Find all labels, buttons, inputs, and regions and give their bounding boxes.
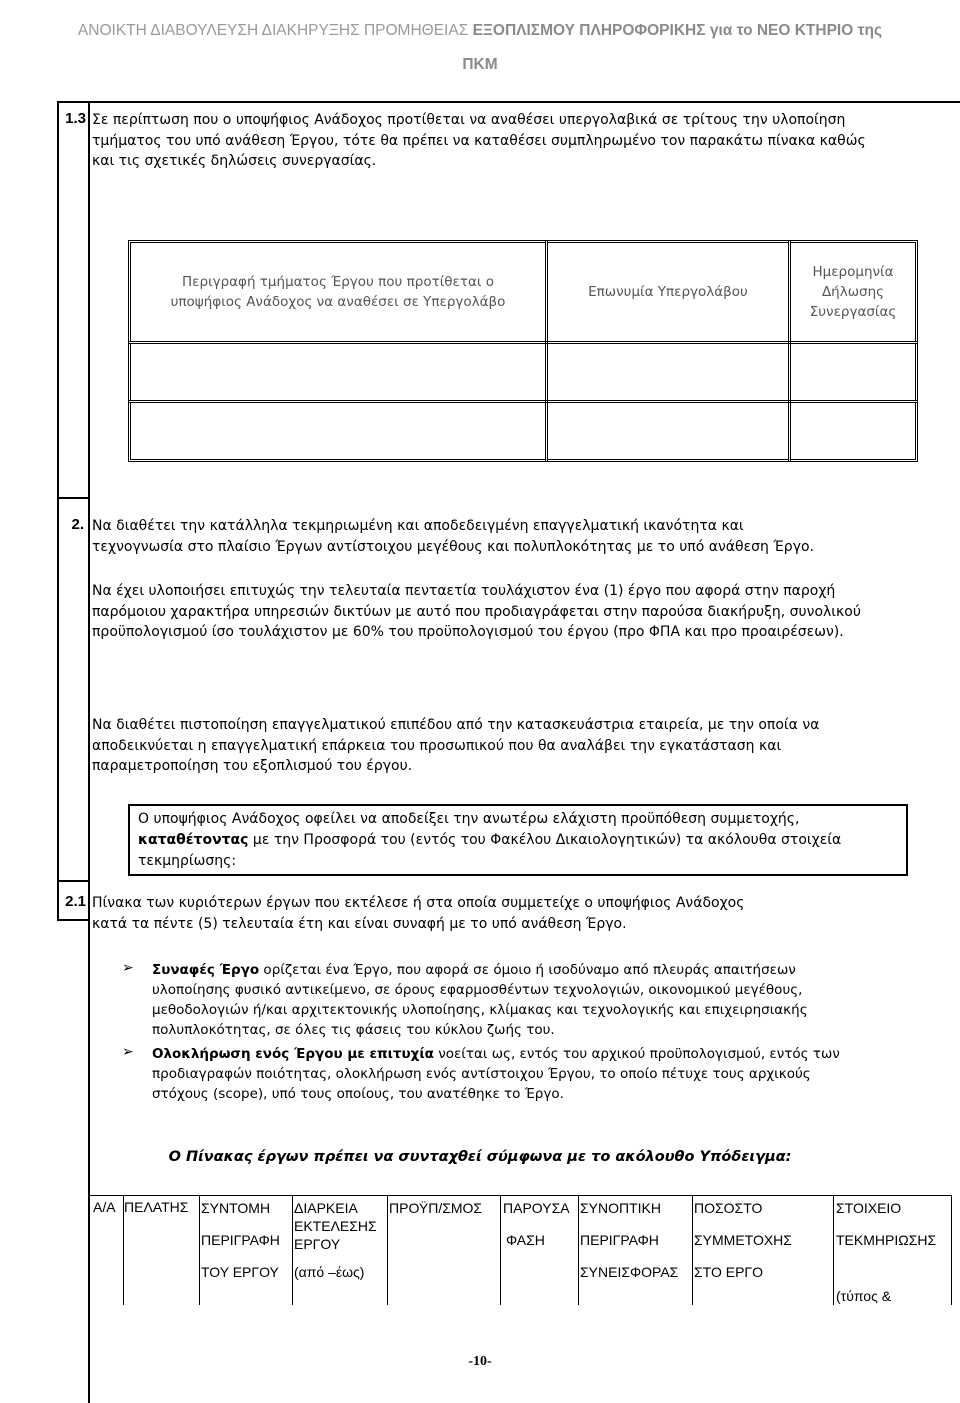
section-2-p2-line: Να έχει υλοποιήσει επιτυχώς την τελευταία πενταετία τουλάχιστον ένα (1) έργο που αφορά στην παροχή	[92, 583, 836, 599]
projects-table-col-border	[578, 1195, 579, 1305]
frame-left-line	[57, 101, 59, 881]
projects-col-header-line: ΦΑΣΗ	[506, 1232, 545, 1248]
bullet1-bold: Συναφές Έργο	[152, 962, 260, 978]
projects-table-col-border	[692, 1195, 693, 1305]
projects-table-col-border	[951, 1195, 952, 1305]
projects-col-header-line: ΠΕΡΙΓΡΑΦΗ	[580, 1232, 659, 1248]
bullet1-line1	[152, 960, 952, 980]
projects-table-col-border	[199, 1195, 200, 1305]
section-2-paragraph-2	[92, 581, 958, 643]
bullet2-bold: Ολοκλήρωση ενός Έργου με επιτυχία	[152, 1046, 434, 1062]
projects-table-col-border	[89, 1195, 90, 1305]
section-2-p2-line: παρόμοιου χαρακτήρα υπηρεσιών δικτύων με αυτό που προδιαγράφεται στην παρούσα διακήρυξη, συνολικού	[92, 603, 861, 620]
subcontract-cell-date-2[interactable]	[788, 400, 918, 462]
section-2-p1-line: τεχνογνωσία στο πλαίσιο Έργων αντίστοιχου μεγέθους και πολυπλοκότητας με το υπό ανάθεση Έργο.	[92, 538, 814, 555]
projects-col-evidence	[836, 1199, 936, 1305]
arrow-bullet-icon: ➢	[122, 960, 134, 976]
bullet1-line: πολυπλοκότητας, σε όλες τις φάσεις του κύκλου ζωής του.	[152, 1022, 555, 1038]
projects-col-header-line: ΣΤΟ ΕΡΓΟ	[694, 1264, 764, 1280]
projects-col-header-line: ΔΙΑΡΚΕΙΑ	[294, 1200, 358, 1216]
projects-table-col-border	[500, 1195, 501, 1305]
projects-col-contribution	[580, 1199, 678, 1281]
section-number-1-3: 1.3	[65, 110, 86, 127]
header-line2-bold: ΠΚΜ	[462, 56, 498, 73]
frame-row-divider-2	[57, 880, 89, 882]
bullet2-line1-rest: νοείται ως, εντός του αρχικού προϋπολογισμού, εντός των	[433, 1046, 840, 1062]
projects-col-header-line: ΣΥΝΕΙΣΦΟΡΑΣ	[580, 1264, 679, 1280]
projects-col-header-line: ΠΕΡΙΓΡΑΦΗ	[201, 1232, 280, 1248]
projects-col-description	[201, 1199, 280, 1281]
evidence-box-bold-word: καταθέτοντας	[138, 832, 249, 848]
bullet-related-project	[152, 960, 952, 1040]
evidence-requirement-box	[128, 804, 908, 876]
projects-table-col-border	[833, 1195, 834, 1305]
subcontract-cell-description-2[interactable]	[128, 400, 548, 462]
section-2-1-text	[92, 893, 958, 934]
evidence-box-line2	[138, 830, 906, 851]
bullet2-line: προδιαγραφών ποιότητας, ολοκλήρωση ενός αντίστοιχου Έργου, το οποίο πέτυχε τους αρχικούς	[152, 1066, 811, 1082]
arrow-bullet-icon: ➢	[122, 1044, 134, 1060]
bullet1-line: μεθοδολογιών ή/και αρχιτεκτονικής υλοποίησης, κλίμακας και τεχνολογικής και επιχειρησιακής	[152, 1002, 808, 1018]
projects-col-header-line: ΣΥΝΟΠΤΙΚΗ	[580, 1200, 661, 1216]
projects-col-header-line: ΕΡΓΟΥ	[294, 1236, 341, 1252]
projects-col-aa	[93, 1199, 116, 1215]
projects-col-share	[694, 1199, 792, 1281]
projects-col-header-line: ΣΥΝΤΟΜΗ	[201, 1200, 271, 1216]
projects-col-phase	[503, 1199, 570, 1249]
section-2-paragraph-3	[92, 715, 958, 777]
evidence-box-line3: τεκμηρίωσης:	[138, 853, 237, 869]
evidence-box-line2-rest: με την Προσφορά του (εντός του Φακέλου Δικαιολογητικών) τα ακόλουθα στοιχεία	[248, 832, 842, 848]
projects-col-header-line: ΤΕΚΜΗΡΙΩΣΗΣ	[836, 1232, 937, 1248]
subcontract-header-name: Επωνυμία Υπεργολάβου	[545, 240, 791, 344]
evidence-box-line1: Ο υποψήφιος Ανάδοχος οφείλει να αποδείξει την ανωτέρω ελάχιστη προϋπόθεση συμμετοχής,	[138, 811, 800, 827]
projects-col-header-line: ΠΟΣΟΣΤΟ	[694, 1200, 763, 1216]
subcontract-cell-date-1[interactable]	[788, 341, 918, 403]
frame-row-divider-3	[57, 919, 89, 921]
projects-table-top-border	[89, 1195, 951, 1196]
projects-col-header-line: ΠΑΡΟΥΣΑ	[503, 1200, 570, 1216]
projects-col-header-line: Α/Α	[93, 1199, 116, 1215]
header-line1-plain: ΑΝΟΙΚΤΗ ΔΙΑΒΟΥΛΕΥΣΗ ΔΙΑΚΗΡΥΞΗΣ ΠΡΟΜΗΘΕΙΑΣ	[77, 22, 473, 39]
section-2-p2-line: προϋπολογισμού ίσο τουλάχιστον με 60% του προϋπολογισμού του έργου (προ ΦΠΑ και προ προαιρέσεων).	[92, 624, 844, 640]
section-2-p3-line: αποδεικνύεται η επαγγελματική επάρκεια του προσωπικού που θα αναλάβει την εγκατάσταση και	[92, 737, 782, 754]
bullet1-line: υλοποίησης φυσικό αντικείμενο, σε όρους εφαρμοσθέντων τεχνολογιών, οικονομικού μεγέθους,	[152, 982, 803, 998]
section-2-paragraph-1	[92, 516, 958, 557]
projects-table-col-border	[292, 1195, 293, 1305]
subcontract-header-description: Περιγραφή τμήματος Έργου που προτίθεται ο υποψήφιος Ανάδοχος να αναθέσει σε Υπεργολάβο	[128, 240, 548, 344]
bullet2-line1	[152, 1044, 952, 1064]
template-title: Ο Πίνακας έργων πρέπει να συνταχθεί σύμφωνα με το ακόλουθο Υπόδειγμα:	[168, 1149, 792, 1165]
subcontract-cell-name-2[interactable]	[545, 400, 791, 462]
subcontract-cell-description-1[interactable]	[128, 341, 548, 403]
section-2-p1-line: Να διαθέτει την κατάλληλα τεκμηριωμένη και αποδεδειγμένη επαγγελματική ικανότητα και	[92, 518, 744, 534]
bullet1-line1-rest: ορίζεται ένα Έργο, που αφορά σε όμοιο ή ισοδύναμο από πλευράς απαιτήσεων	[259, 962, 796, 978]
projects-col-header-line: ΣΤΟΙΧΕΙΟ	[836, 1200, 902, 1216]
section-2-1-line: Πίνακα των κυριότερων έργων που εκτέλεσε ή στα οποία συμμετείχε ο υποψήφιος Ανάδοχος	[92, 895, 745, 911]
projects-table-col-border	[387, 1195, 388, 1305]
section-2-p3-line: Να διαθέτει πιστοποίηση επαγγελματικού επιπέδου από την κατασκευάστρια εταιρεία, με την οποία να	[92, 717, 820, 733]
projects-col-header-line: ΠΡΟΫΠ/ΣΜΟΣ	[389, 1200, 483, 1216]
projects-col-header-line: ΕΚΤΕΛΕΣΗΣ	[294, 1218, 377, 1234]
subcontract-cell-name-1[interactable]	[545, 341, 791, 403]
section-number-2-1: 2.1	[65, 893, 86, 910]
frame-top-line	[57, 101, 960, 103]
frame-row-divider-1	[57, 497, 89, 499]
bullet-successful-completion	[152, 1044, 952, 1104]
projects-col-header-line: ΤΟΥ ΕΡΓΟΥ	[201, 1264, 279, 1280]
projects-col-header-line: (τύπος &	[836, 1288, 892, 1304]
section-1-3-line: Σε περίπτωση που ο υποψήφιος Ανάδοχος προτίθεται να αναθέσει υπεργολαβικά σε τρίτους την υλοποίηση	[92, 112, 846, 128]
subcontract-header-date: Ημερομηνία Δήλωσης Συνεργασίας	[788, 240, 918, 344]
projects-col-header-line: (από –έως)	[294, 1264, 365, 1280]
section-2-p3-line: παραμετροποίηση του εξοπλισμού του έργου.	[92, 758, 413, 774]
page-number: -10-	[468, 1354, 492, 1369]
section-1-3-line: τμήματος του υπό ανάθεση Έργου, τότε θα πρέπει να καταθέσει συμπληρωμένο τον παρακάτω πίνακα καθώς	[92, 132, 866, 149]
projects-col-budget	[389, 1199, 482, 1217]
projects-col-client	[124, 1199, 188, 1215]
bullet2-line: στόχους (scope), υπό τους οποίους, του ανατέθηκε το Έργο.	[152, 1086, 564, 1102]
section-1-3-text	[92, 110, 958, 172]
section-2-1-line: κατά τα πέντε (5) τελευταία έτη και είναι συναφή με το υπό ανάθεση Έργο.	[92, 915, 627, 932]
section-number-2: 2.	[71, 516, 84, 533]
projects-col-header-line: ΠΕΛΑΤΗΣ	[124, 1199, 189, 1215]
document-header	[0, 22, 960, 40]
header-line1-bold: ΕΞΟΠΛΙΣΜΟΥ ΠΛΗΡΟΦΟΡΙΚΗΣ για το ΝΕΟ ΚΤΗΡΙΟ της	[472, 22, 883, 39]
projects-col-header-line: ΣΥΜΜΕΤΟΧΗΣ	[694, 1232, 792, 1248]
document-header-line2	[0, 56, 960, 74]
section-1-3-line: και τις σχετικές δηλώσεις συνεργασίας.	[92, 153, 377, 169]
projects-col-duration	[294, 1199, 377, 1281]
